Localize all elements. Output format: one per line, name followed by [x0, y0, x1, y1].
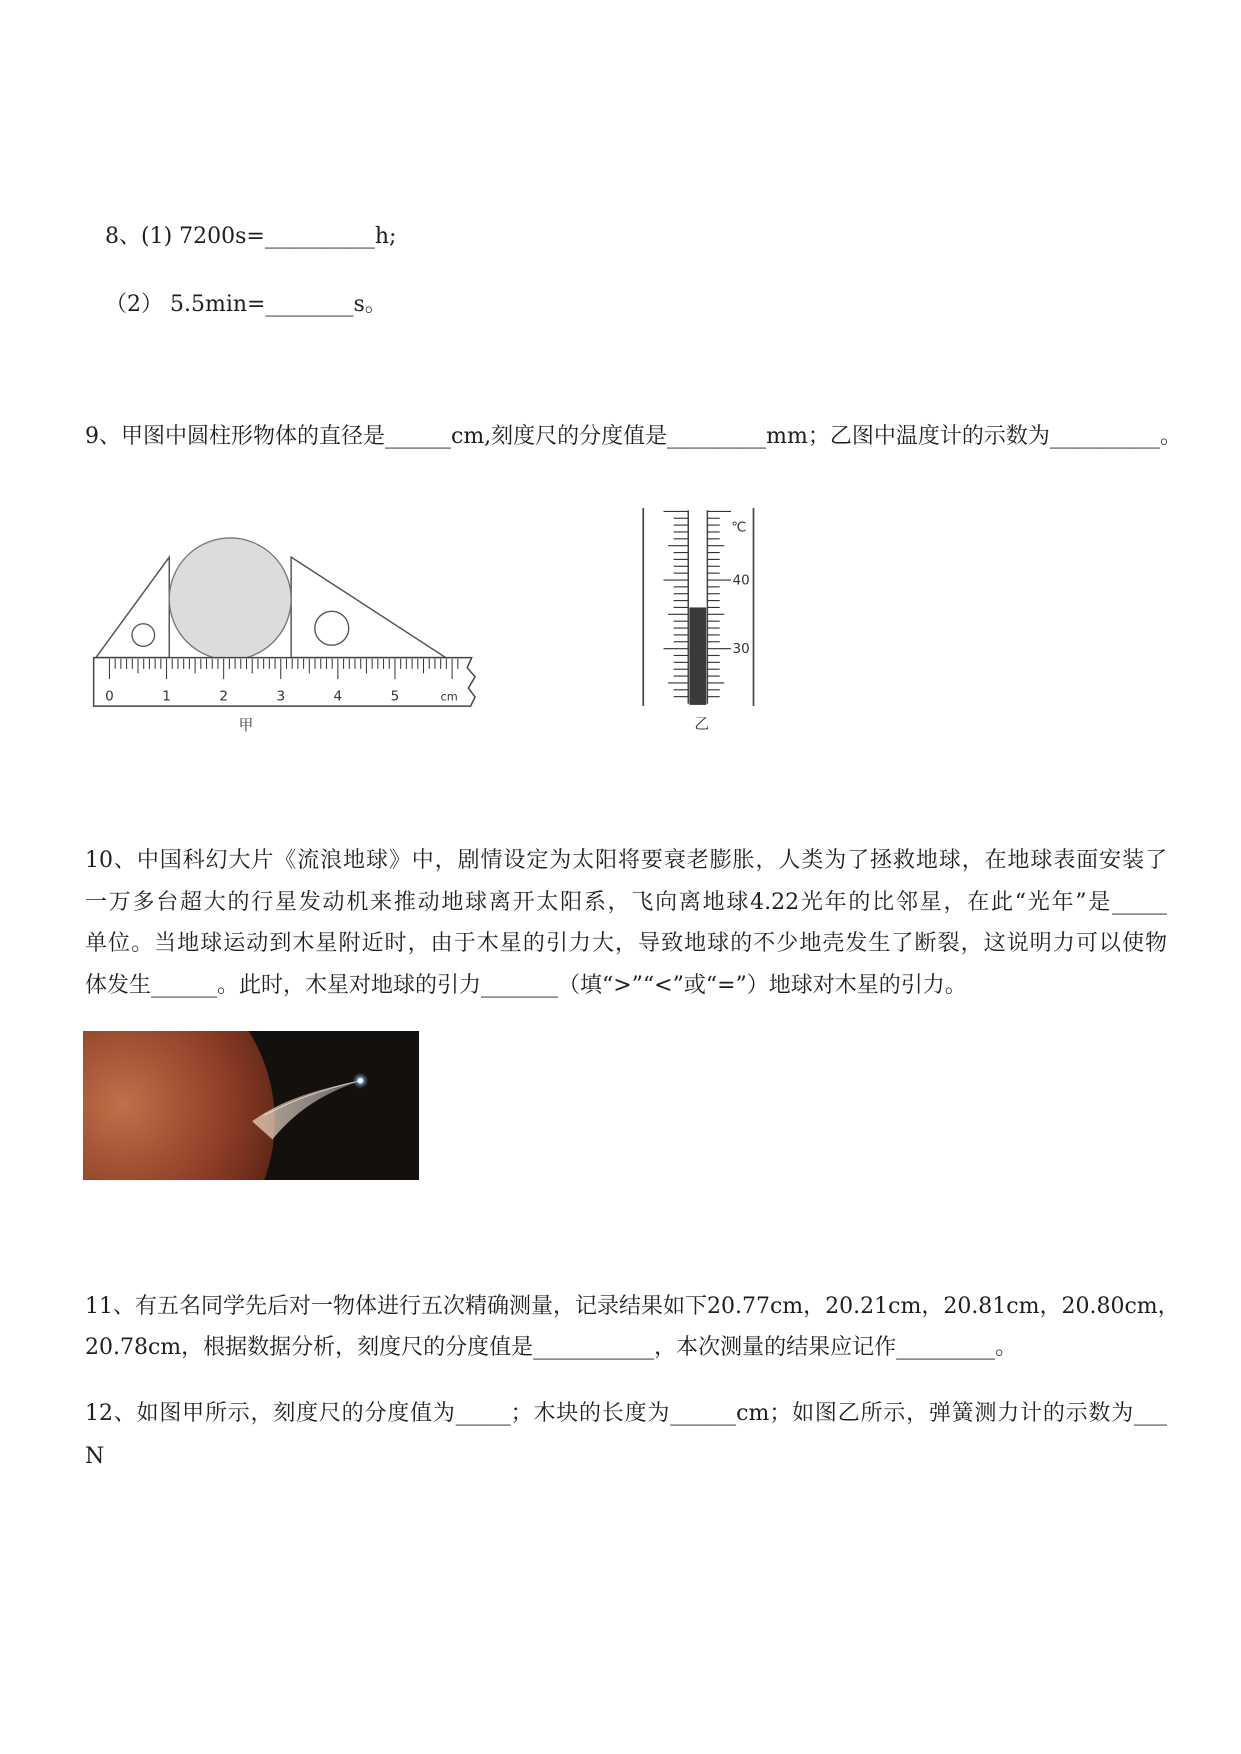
ruler-label-5: 5 [390, 688, 400, 705]
cylinder-object [169, 538, 291, 660]
thermometer-figure [632, 502, 767, 739]
thermometer-label-30: 30 [732, 641, 750, 658]
question-12-line: 12、如图甲所示，刻度尺的分度值为_____；木块的长度为______cm；如图乙所示，弹簧测力计的示数为___ [85, 1401, 1167, 1426]
earth-near-jupiter-photo [83, 1031, 419, 1180]
ruler-label-1: 1 [162, 688, 171, 705]
question-12-line: N [85, 1444, 105, 1469]
thermometer-unit-label: ℃ [731, 519, 747, 536]
question-11-text [85, 1286, 1180, 1368]
ruler-unit-label: cm [440, 690, 458, 704]
ruler-label-0: 0 [105, 688, 114, 705]
ruler-label-2: 2 [219, 688, 228, 705]
question-10-line: 体发生______。此时，木星对地球的引力_______（填“>”“<”或“=”）地球对木星的引力。 [85, 972, 967, 998]
question-9-text: 9、甲图中圆柱形物体的直径是______cm,刻度尺的分度值是_________mm；乙图中温度计的示数为__________。 [85, 424, 1182, 449]
thermometer-label-40: 40 [732, 572, 750, 589]
question-12-text [85, 1392, 1167, 1478]
question-8-part-2: （2） 5.5min=________s。 [105, 292, 387, 317]
question-10-line: 10、中国科幻大片《流浪地球》中，剧情设定为太阳将要衰老膨胀，人类为了拯救地球，在地球表面安装了 [85, 848, 1167, 873]
ruler-label-4: 4 [333, 688, 343, 705]
figure-jia-caption: 甲 [238, 716, 254, 734]
left-set-square-hole [132, 624, 155, 647]
question-11-line: 11、有五名同学先后对一物体进行五次精确测量，记录结果如下20.77cm，20.21cm，20.81cm，20.80cm， [85, 1294, 1180, 1319]
ruler-label-3: 3 [276, 688, 286, 705]
ruler-cylinder-figure [88, 513, 483, 739]
question-11-line: 20.78cm，根据数据分析，刻度尺的分度值是___________，本次测量的结果应记作_________。 [85, 1335, 1018, 1360]
thermometer-liquid-column [689, 607, 706, 704]
question-10-line: 单位。当地球运动到木星附近时，由于木星的引力大，导致地球的不少地壳发生了断裂，这说明力可以使物 [85, 931, 1167, 956]
figure-yi-caption: 乙 [694, 715, 710, 733]
question-8-part-1: 8、(1) 7200s=__________h; [105, 224, 397, 249]
right-set-square [291, 557, 446, 657]
question-10-text [85, 840, 1167, 1006]
left-set-square [96, 557, 169, 657]
question-10-line: 一万多台超大的行星发动机来推动地球离开太阳系，飞向离地球4.22光年的比邻星，在此“光年”是_____ [85, 889, 1167, 915]
right-set-square-hole [315, 611, 349, 645]
